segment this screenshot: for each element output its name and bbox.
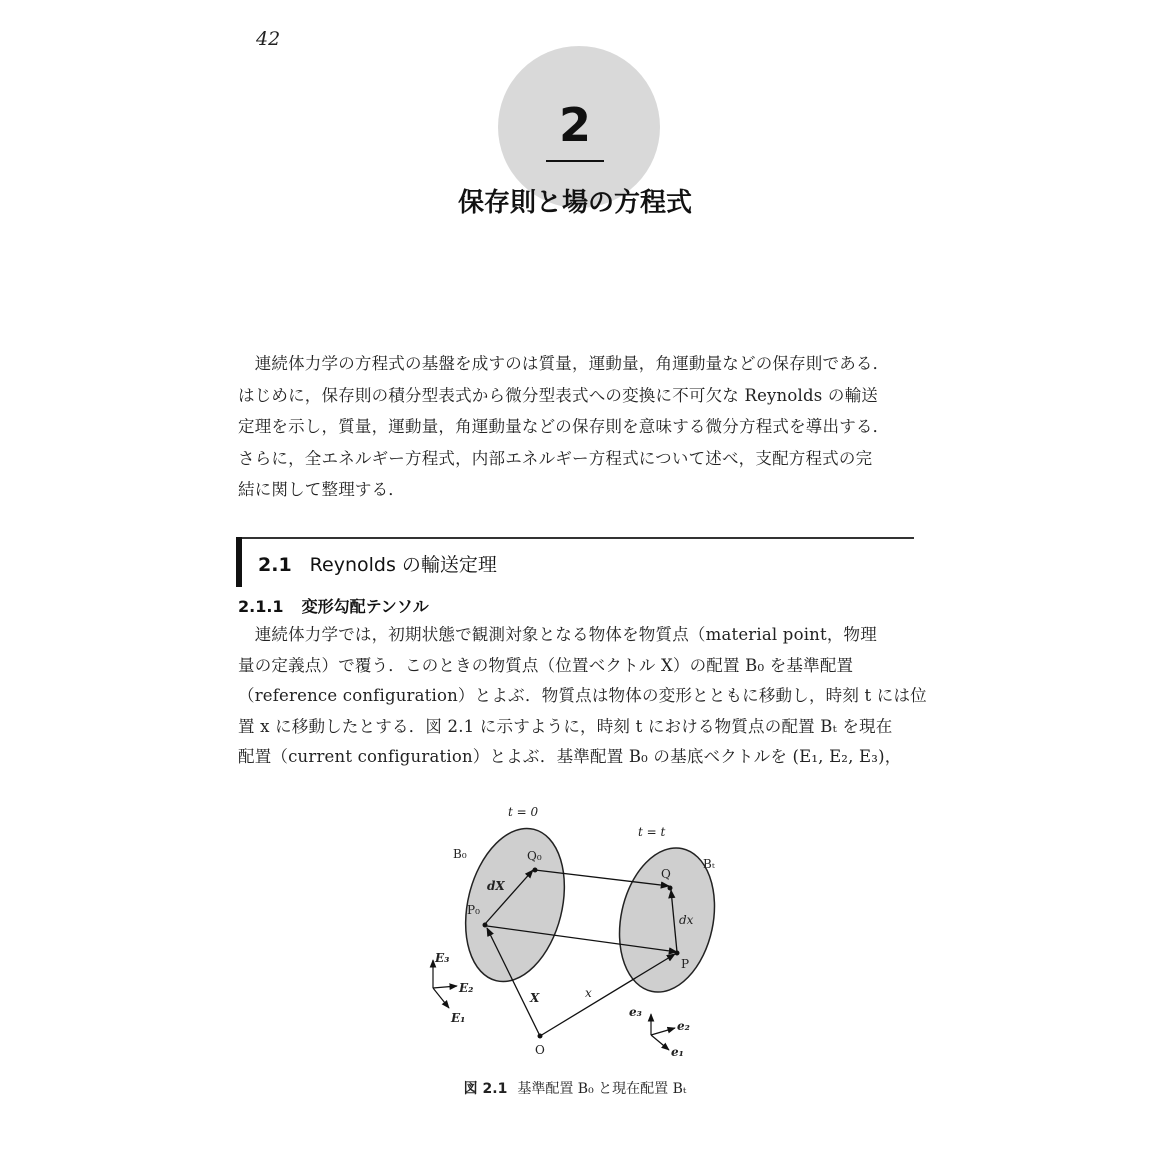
label-E3: E₃ bbox=[435, 951, 450, 965]
subsection-number: 2.1.1 bbox=[238, 597, 284, 616]
label-tt: t = t bbox=[638, 825, 666, 839]
intro-line: 結に関して整理する． bbox=[238, 480, 405, 499]
page-number: 42 bbox=[256, 28, 281, 50]
e1-axis bbox=[651, 1035, 669, 1050]
label-O: O bbox=[535, 1043, 545, 1057]
label-X: X bbox=[530, 991, 540, 1005]
label-dX: dX bbox=[487, 879, 505, 893]
label-dx: dx bbox=[679, 913, 694, 927]
subsection-title: 変形勾配テンソル bbox=[301, 597, 429, 616]
label-Q0: Q₀ bbox=[527, 849, 542, 863]
chapter-number: 2 bbox=[558, 98, 591, 152]
subsection-heading bbox=[238, 594, 429, 617]
body-line: 置 x に移動したとする．図 2.1 に示すように，時刻 t における物質点の配置 Bₜ を現在 bbox=[238, 716, 893, 736]
point-P bbox=[675, 951, 680, 956]
section-title: Reynolds の輸送定理 bbox=[309, 554, 497, 576]
section-number: 2.1 bbox=[258, 554, 292, 576]
point-O bbox=[538, 1034, 543, 1039]
label-P: P bbox=[681, 957, 690, 971]
chapter-title: 保存則と場の方程式 bbox=[457, 188, 692, 218]
E1-axis bbox=[433, 988, 449, 1008]
label-E1: E₁ bbox=[451, 1011, 466, 1025]
intro-line: はじめに，保存則の積分型表式から微分型表式への変換に不可欠な Reynolds の輸送 bbox=[238, 385, 878, 405]
body-line: 配置（current configuration）とよぶ．基準配置 B₀ の基底ベクトルを (E₁, E₂, E₃)， bbox=[238, 747, 902, 766]
body-line: 量の定義点）で覆う．このときの物質点（位置ベクトル X）の配置 B₀ を基準配置 bbox=[238, 655, 854, 675]
body-line: （reference configuration）とよぶ．物質点は物体の変形とともに移動し，時刻 t には位 bbox=[238, 686, 927, 705]
chapter-rule bbox=[546, 160, 604, 162]
chapter-intro bbox=[238, 348, 914, 506]
intro-line: 定理を示し，質量，運動量，角運動量などの保存則を意味する微分方程式を導出する． bbox=[238, 417, 890, 436]
label-t0: t = 0 bbox=[508, 805, 539, 819]
E2-axis bbox=[433, 986, 457, 988]
section-heading-box bbox=[236, 537, 914, 587]
x-arrow bbox=[540, 954, 675, 1036]
point-Q bbox=[668, 886, 673, 891]
e2-axis bbox=[651, 1028, 675, 1035]
label-B0: B₀ bbox=[453, 847, 467, 861]
configuration-diagram bbox=[405, 800, 735, 1070]
label-x: x bbox=[585, 986, 592, 1000]
label-Q: Q bbox=[661, 867, 671, 881]
label-e1: e₁ bbox=[671, 1045, 684, 1059]
point-P0 bbox=[483, 923, 488, 928]
label-P0: P₀ bbox=[467, 903, 480, 917]
body-line: 連続体力学では，初期状態で観測対象となる物体を物質点（material point，物理 bbox=[238, 625, 877, 644]
label-e2: e₂ bbox=[677, 1019, 690, 1033]
caption-text: 基準配置 B₀ と現在配置 Bₜ bbox=[517, 1081, 687, 1097]
label-e3: e₃ bbox=[629, 1005, 642, 1019]
figure-caption bbox=[0, 1078, 1150, 1098]
label-E2: E₂ bbox=[459, 981, 474, 995]
section-heading bbox=[258, 550, 497, 577]
section-bar bbox=[236, 537, 242, 587]
intro-line: さらに，全エネルギー方程式，内部エネルギー方程式について述べ，支配方程式の完 bbox=[238, 448, 873, 468]
point-Q0 bbox=[533, 868, 538, 873]
intro-line: 連続体力学の方程式の基盤を成すのは質量，運動量，角運動量などの保存則である． bbox=[238, 354, 890, 373]
figure-2-1 bbox=[405, 800, 735, 1070]
section-body bbox=[238, 620, 927, 773]
label-Bt: Bₜ bbox=[703, 857, 715, 871]
section-rule bbox=[236, 537, 914, 539]
caption-label: 図 2.1 bbox=[463, 1081, 508, 1097]
